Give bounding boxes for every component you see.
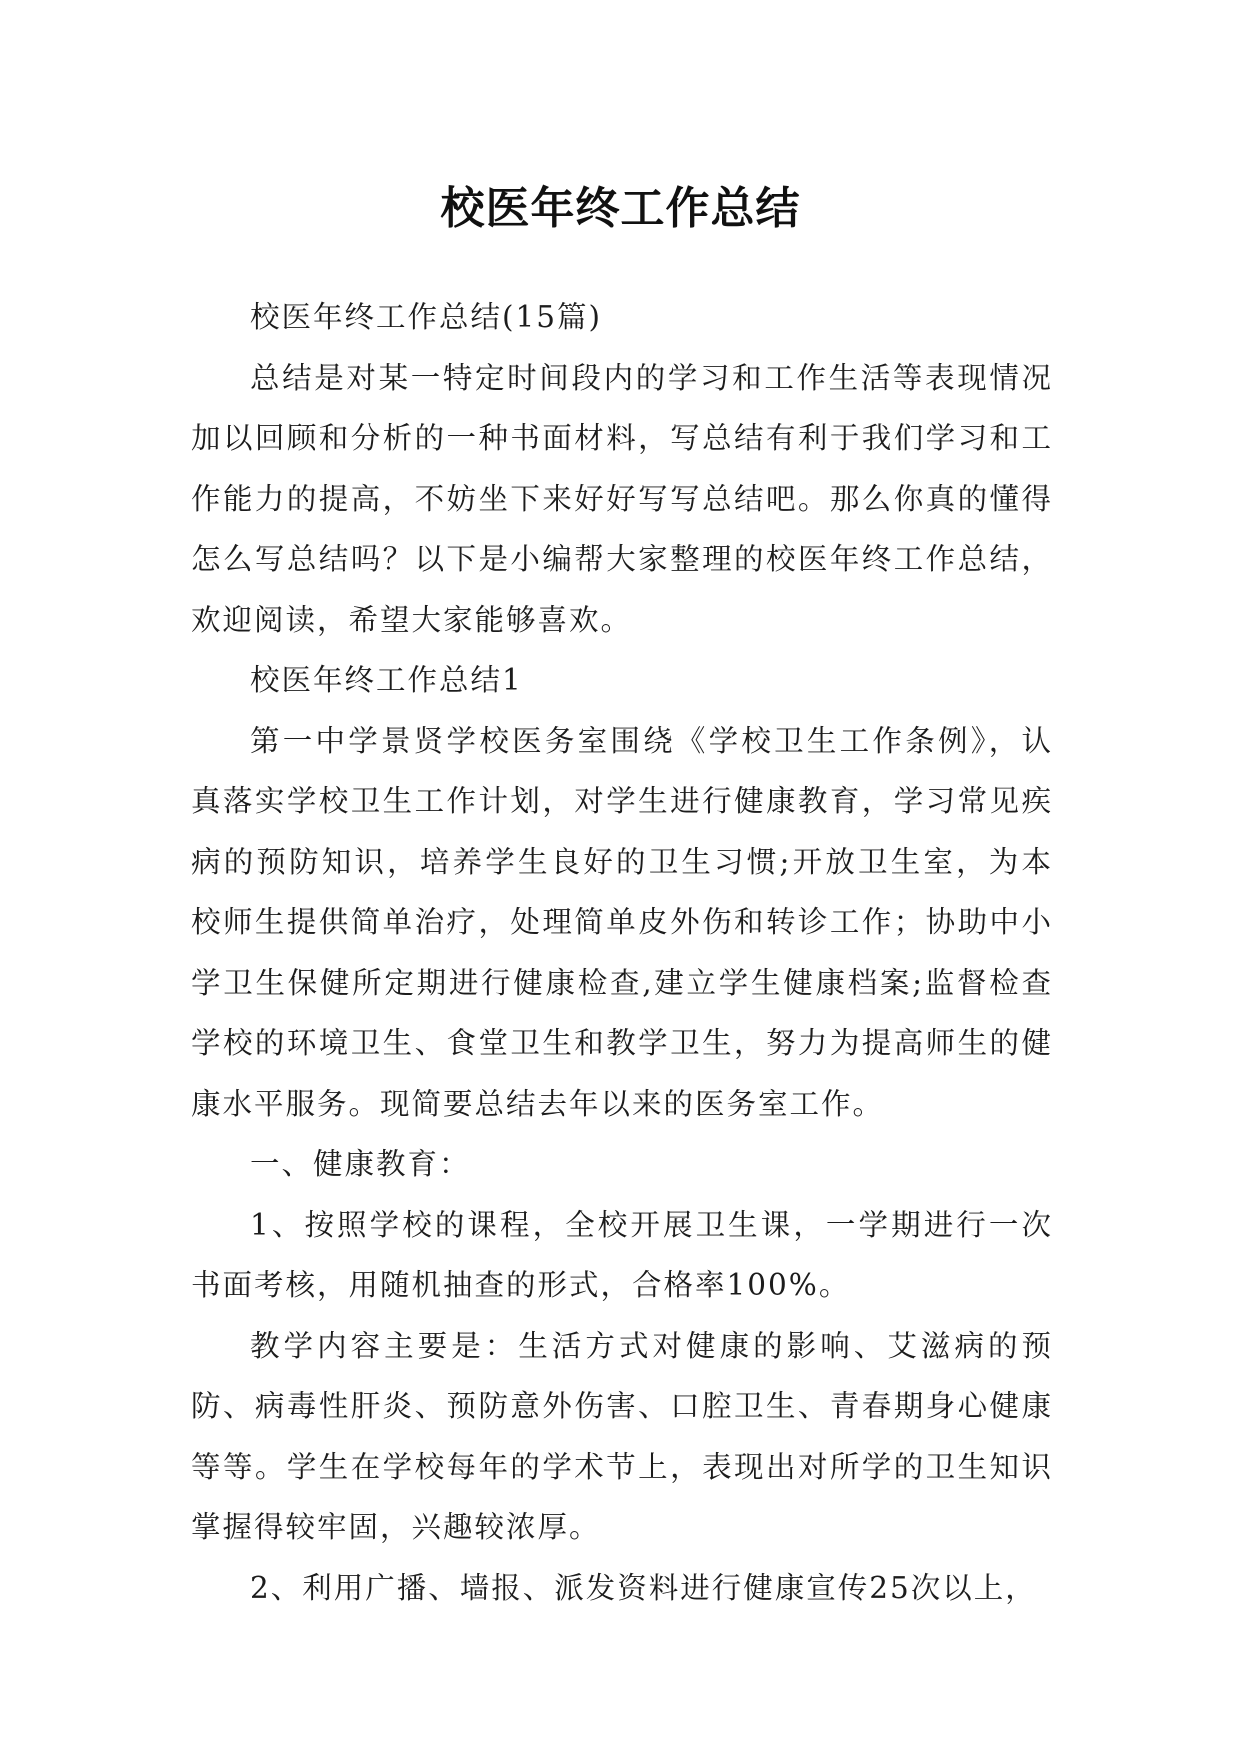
- section-heading: 一、健康教育：: [250, 1147, 471, 1181]
- document-body: [191, 287, 1053, 1618]
- section-heading: 校医年终工作总结1: [250, 663, 523, 697]
- body-paragraph: 第一中学景贤学校医务室围绕《学校卫生工作条例》，认真落实学校卫生工作计划，对学生进行健康教育，学习常见疾病的预防知识，培养学生良好的卫生习惯;开放卫生室，为本校师生提供简单治疗，处理简单皮外伤和转诊工作；协助中小学卫生保健所定期进行健康检查,建立学生健康档案;监督检查学校的环境卫生、食堂卫生和教学卫生，努力为提高师生的健康水平服务。现简要总结去年以来的医务室工作。: [191, 723, 1053, 1121]
- body-paragraph: 教学内容主要是：生活方式对健康的影响、艾滋病的预防、病毒性肝炎、预防意外伤害、口腔卫生、青春期身心健康等等。学生在学校每年的学术节上，表现出对所学的卫生知识掌握得较牢固，兴趣较浓厚。: [191, 1328, 1053, 1544]
- body-paragraph: 2、利用广播、墙报、派发资料进行健康宣传25次以上，: [250, 1570, 1037, 1605]
- document-title: 校医年终工作总结: [440, 183, 801, 235]
- subtitle-paragraph: 校医年终工作总结(15篇): [250, 300, 603, 334]
- body-paragraph: 1、按照学校的课程，全校开展卫生课，一学期进行一次书面考核，用随机抽查的形式，合格率100%。: [191, 1207, 1053, 1302]
- intro-paragraph: 总结是对某一特定时间段内的学习和工作生活等表现情况加以回顾和分析的一种书面材料，写总结有利于我们学习和工作能力的提高，不妨坐下来好好写写总结吧。那么你真的懂得怎么写总结吗？以下是小编帮大家整理的校医年终工作总结，欢迎阅读，希望大家能够喜欢。: [191, 360, 1053, 637]
